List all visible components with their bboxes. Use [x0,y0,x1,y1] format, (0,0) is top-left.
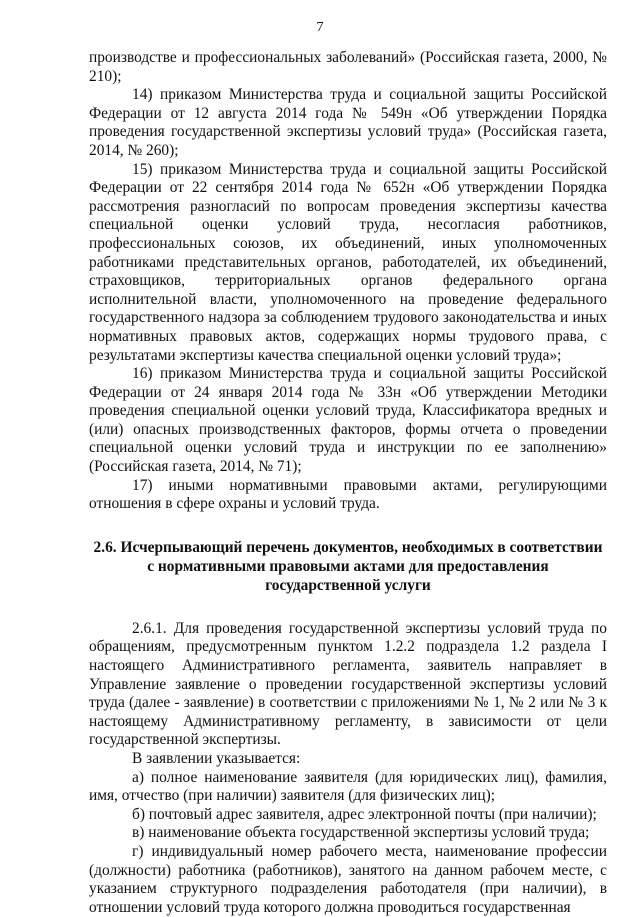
list-item-a: а) полное наименование заявителя (для юридических лиц), фамилия, имя, отчество (при наличии) заявителя (для физических лиц); [89,768,607,805]
list-item-b: б) почтовый адрес заявителя, адрес электронной почты (при наличии); [132,805,597,823]
paragraph-2-6-1: 2.6.1. Для проведения государственной экспертизы условий труда по обращениям, предусмотренным пунктом 1.2.2 подраздела 1.2 раздела I настоящего Административного регламента, заявитель направляет в Управление заявление о проведении государственной экспертизы условий труда (далее - заявление) в соответствии с приложениями № 1, № 2 или № 3 к настоящему Административному регламенту, в зависимости от цели государственной экспертизы. [89,619,607,749]
paragraph-item-14: 14) приказом Министерства труда и социальной защиты Российской Федерации от 12 августа 2014 года № 549н «Об утверждении Порядка проведения государственной экспертизы условий труда» (Российская газета, 2014, № 260); [89,86,607,159]
page-number: 7 [316,20,324,35]
list-item-g: г) индивидуальный номер рабочего места, наименование профессии (должности) работника (работников), занятого на данном рабочем месте, с указанием структурного подразделения работодателя (при наличии), в отношении условий труда которого должна проводиться государственная [89,842,607,916]
paragraph-application-intro: В заявлении указывается: [132,750,301,767]
paragraph-item-15: 15) приказом Министерства труда и социальной защиты Российской Федерации от 22 сентября 2014 года № 652н «Об утверждении Порядка рассмотрения разногласий по вопросам проведения экспертизы качества специальной оценки условий труда, несогласия работников, профессиональных союзов, их объединений, иных уполномоченных работниками представительных органов, работодателей, их объединений, страховщиков, территориальных органов федерального органа исполнительной власти, уполномоченного на проведение федерального государственного надзора за соблюдением трудового законодательства и иных нормативных правовых актов, содержащих нормы трудового права, с результатами экспертизы качества специальной оценки условий труда»; [89,160,607,364]
document-body [89,49,607,917]
paragraph-continuation: производстве и профессиональных заболеваний» (Российская газета, 2000, № 210); [89,49,607,85]
section-heading: 2.6. Исчерпывающий перечень документов, необходимых в соответствии с нормативными правовыми актами для предоставления государственной услуги [93,538,603,594]
list-item-v: в) наименование объекта государственной экспертизы условий труда; [132,824,590,842]
paragraph-item-17: 17) иными нормативными правовыми актами, регулирующими отношения в сфере охраны и условий труда. [89,476,607,513]
paragraph-item-16: 16) приказом Министерства труда и социальной защиты Российской Федерации от 24 января 2014 года № 33н «Об утверждении Методики проведения специальной оценки условий труда, Классификатора вредных и (или) опасных производственных факторов, формы отчета о проведении специальной оценки условий труда и инструкции по ее заполнению» (Российская газета, 2014, № 71); [89,365,607,476]
